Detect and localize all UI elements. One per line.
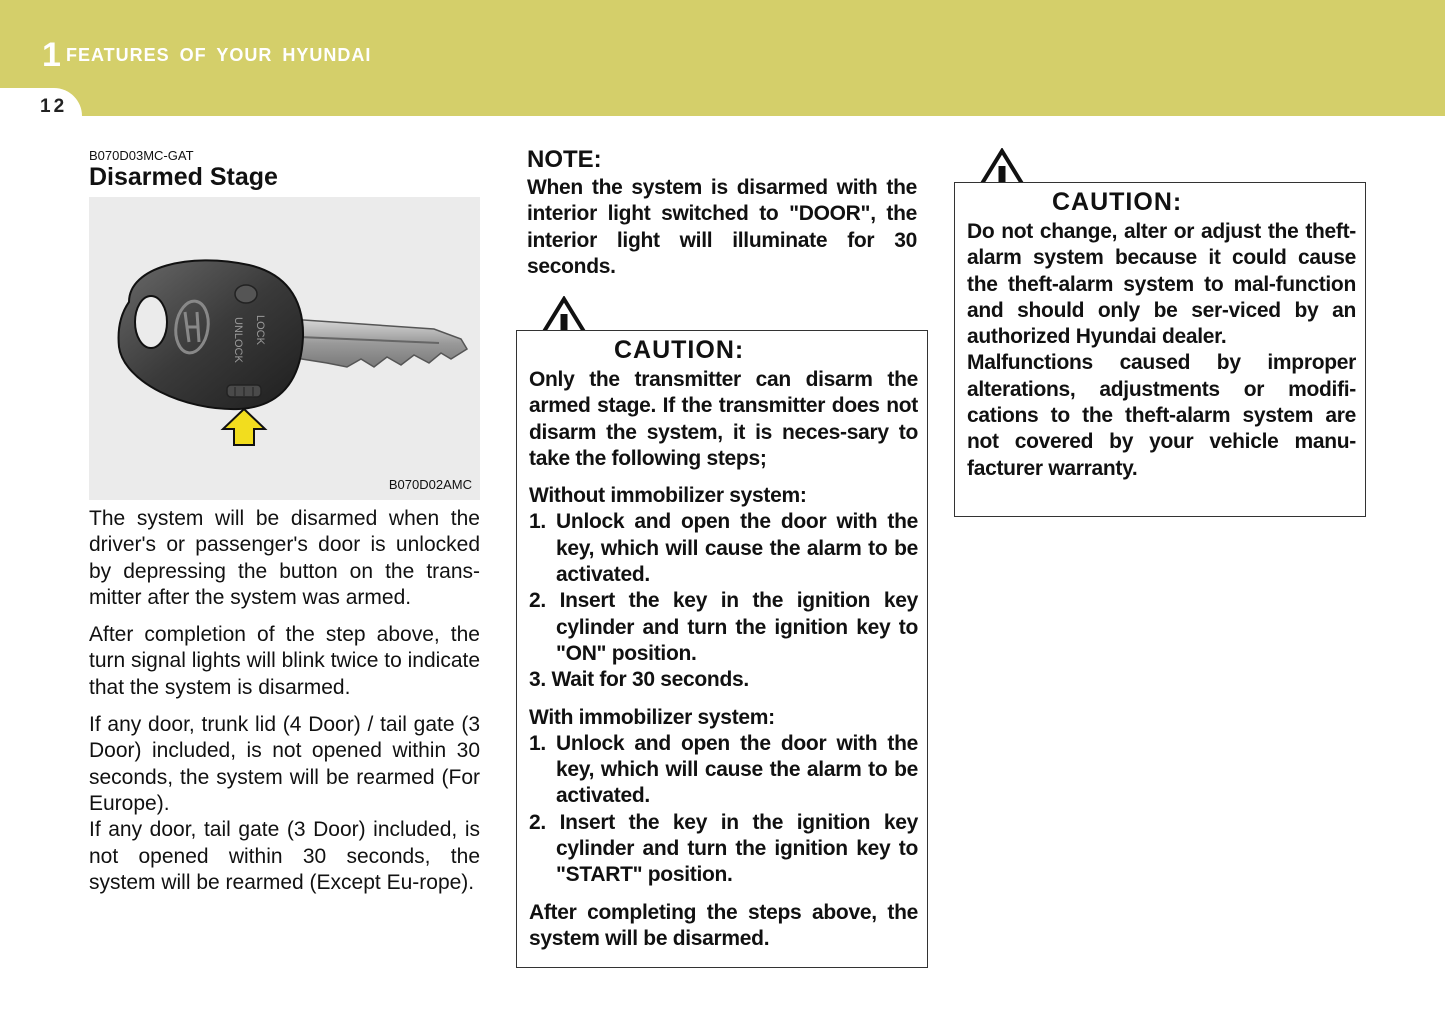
caution-subheading: With immobilizer system: xyxy=(529,705,775,729)
caution-text: Malfunctions caused by improper alterations, adjustments or modifi-cations to the theft-alarm system are not covered by your vehicle manu-facturer warranty. xyxy=(967,351,1356,480)
paragraph: The system will be disarmed when the driver's or passenger's door is unlocked by depressing the button on the trans-mitter after the system was armed. xyxy=(89,507,480,609)
caution-outro: After completing the steps above, the system will be disarmed. xyxy=(529,900,918,950)
caution-box-alteration xyxy=(954,182,1366,517)
caution-box-transmitter xyxy=(516,330,928,968)
caution-step: 1. Unlock and open the door with the key, which will cause the alarm to be activated. xyxy=(529,731,918,808)
paragraph: If any door, trunk lid (4 Door) / tail gate (3 Door) included, is not opened within 30 seconds, the system will be rearmed (For Europe). xyxy=(89,713,480,815)
note-text: When the system is disarmed with the interior light switched to "DOOR", the interior light will illuminate for 30 seconds. xyxy=(527,176,917,278)
caution-subheading: Without immobilizer system: xyxy=(529,484,807,508)
caution-step-list xyxy=(529,509,918,693)
svg-text:LOCK: LOCK xyxy=(254,315,266,345)
chapter-title: FEATURES OF YOUR HYUNDAI xyxy=(66,45,372,65)
caution-text: Do not change, alter or adjust the theft-alarm system because it could cause the theft-alarm system to mal-function and should only be ser-viced by an authorized Hyundai dealer. xyxy=(967,220,1356,349)
caution-step: 2. Insert the key in the ignition key cylinder and turn the ignition key to "START" position. xyxy=(529,810,918,887)
paragraph: If any door, tail gate (3 Door) included, is not opened within 30 seconds, the system will be rearmed (Except Eu-rope). xyxy=(89,818,480,894)
key-fob-figure xyxy=(89,197,480,500)
section-code: B070D03MC-GAT xyxy=(89,148,194,163)
caution-step: 2. Insert the key in the ignition key cylinder and turn the ignition key to "ON" position. xyxy=(529,589,918,665)
caution-title: CAUTION: xyxy=(614,336,745,364)
page-number: 12 xyxy=(40,96,68,117)
caution-step: 1. Unlock and open the door with the key, which will cause the alarm to be activated. xyxy=(529,510,918,587)
figure-caption: B070D02AMC xyxy=(388,477,472,492)
chapter-number: 1 xyxy=(42,36,61,74)
note-block xyxy=(527,145,917,280)
key-fob-illustration xyxy=(89,197,480,500)
note-title: NOTE: xyxy=(527,146,602,173)
section-title: Disarmed Stage xyxy=(89,163,278,191)
caution-step-list xyxy=(529,731,918,889)
body-text xyxy=(89,506,480,907)
svg-text:UNLOCK: UNLOCK xyxy=(232,317,244,363)
caution-step: 3. Wait for 30 seconds. xyxy=(529,668,749,692)
caution-intro: Only the transmitter can disarm the armed stage. If the transmitter does not disarm the system, it is neces-sary to take the following steps; xyxy=(529,368,918,470)
paragraph: After completion of the step above, the turn signal lights will blink twice to indicate that the system is disarmed. xyxy=(89,623,481,699)
caution-title: CAUTION: xyxy=(1052,188,1183,216)
